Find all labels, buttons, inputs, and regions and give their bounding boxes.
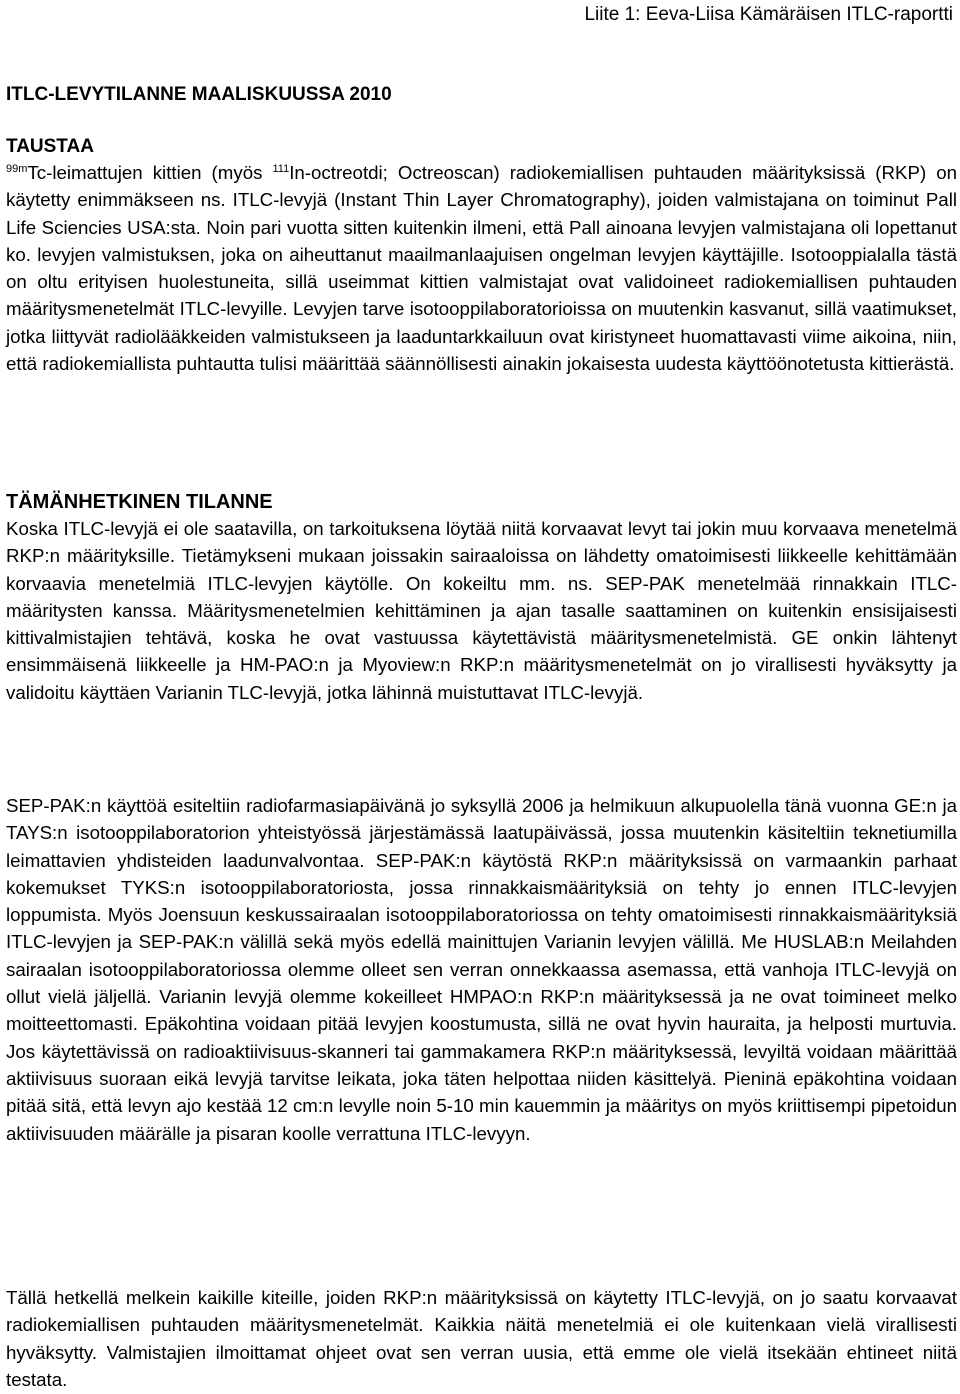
appendix-header: Liite 1: Eeva-Liisa Kämäräisen ITLC-raportti bbox=[584, 4, 953, 25]
section-heading-background: TAUSTAA bbox=[6, 136, 94, 157]
background-text-a: Tc-leimattujen kittien (myös bbox=[27, 162, 273, 183]
background-paragraph bbox=[6, 159, 957, 377]
background-text-b: In-octreotdi; Octreoscan) radiokemiallisen puhtauden määrityksissä (RKP) on käytetty enimmäkseen ns. ITLC-levyjä (Instant Thin Layer Chromatography), joiden valmistajana on toiminut Pall Life Sciencies USA:sta. Noin pari vuotta sitten kuitenkin ilmeni, että Pall ainoana levyjen valmistajana oli lopettanut ko. levyjen valmistuksen, joka on aiheuttanut maailmanlaajuisen ongelman levyjen käyttäjille. Isotooppialalla tästä on oltu erityisen huolestuneita, sillä useimmat kittien valmistajat ovat validoineet radiokemiallisen puhtauden määritysmenetelmät ITLC-levyille. Levyjen tarve isotooppilaboratorioissa on muutenkin kasvanut, sillä vaatimukset, jotka liittyvät radiolääkkeiden valmistukseen ja laaduntarkkailuun ovat kiristyneet huomattavasti viime aikoina, niin, että radiokemiallista puhtautta tulisi määrittää säännöllisesti ainakin jokaisesta uudesta käyttöönotetusta kittierästä. bbox=[6, 162, 957, 375]
section-background bbox=[6, 134, 957, 377]
section-summary bbox=[6, 1284, 957, 1393]
section-sep-pak bbox=[6, 792, 957, 1147]
section-current-situation bbox=[6, 490, 957, 706]
isotope-superscript-tc: 99m bbox=[6, 163, 28, 175]
current-paragraph-1: Koska ITLC-levyjä ei ole saatavilla, on tarkoituksena löytää niitä korvaavat levyt tai jokin muu korvaava menetelmä RKP:n määrityksille. Tietämykseni mukaan joissakin sairaaloissa on lähdetty omatoimisesti liikkeelle kehittämään korvaavia menetelmiä ITLC-levyjen käytölle. On kokeiltu mm. ns. SEP-PAK menetelmää rinnakkain ITLC-määritysten kanssa. Määritysmenetelmien kehittäminen ja ajan tasalle saattaminen on kuitenkin ensisijaisesti kittivalmistajien tehtävä, koska he ovat vastuussa käytettävistä määritysmenetelmistä. GE onkin lähtenyt ensimmäisenä liikkeelle ja HM-PAO:n ja Myoview:n RKP:n määritysmenetelmät on jo virallisesti hyväksytty ja validoitu käyttäen Varianin TLC-levyjä, jotka lähinnä muistuttavat ITLC-levyjä. bbox=[6, 518, 957, 703]
document-title: ITLC-LEVYTILANNE MAALISKUUSSA 2010 bbox=[6, 84, 392, 105]
section-heading-current-situation: TÄMÄNHETKINEN TILANNE bbox=[6, 491, 273, 513]
current-paragraph-2: SEP-PAK:n käyttöä esiteltiin radiofarmasiapäivänä jo syksyllä 2006 ja helmikuun alkupuolella tänä vuonna GE:n ja TAYS:n isotooppilaboratorion yhteistyössä järjestämässä laatupäivässä, jossa muutenkin käsiteltiin teknetiumilla leimattavien yhdisteiden laadunvalvontaa. SEP-PAK:n käytöstä RKP:n määrityksissä on varmaankin parhaat kokemukset TYKS:n isotooppilaboratoriosta, jossa rinnakkaismäärityksiä on tehty jo ennen ITLC-levyjen loppumista. Myös Joensuun keskussairaalan isotooppilaboratoriossa on tehty omatoimisesti rinnakkaismäärityksiä ITLC-levyjen ja SEP-PAK:n välillä sekä myös edellä mainittujen Varianin levyjen välillä. Me HUSLAB:n Meilahden sairaalan isotooppilaboratoriossa olemme olleet sen verran onnekkaassa asemassa, että vanhoja ITLC-levyjä on ollut vielä jäljellä. Varianin levyjä olemme kokeilleet HMPAO:n RKP:n määrityksessä ja ne ovat toimineet melko moitteettomasti. Epäkohtina voidaan pitää levyjen koostumusta, sillä ne ovat hyvin hauraita, ja helposti murtuvia. Jos käytettävissä on radioaktiivisuus-skanneri tai gammakamera RKP:n määrityksessä, levyiltä voidaan määrittää aktiivisuus suoraan eikä levyjä tarvitse leikata, joka täten helpottaa niiden käsittelyä. Pieninä epäkohtina voidaan pitää sitä, että levyn ajo kestää 12 cm:n levylle noin 5-10 min kauemmin ja määritys on myös kriittisempi pipetoidun aktiivisuuden määrälle ja pisaran koolle verrattuna ITLC-levyyn. bbox=[6, 795, 957, 1144]
isotope-superscript-in: 111 bbox=[272, 163, 290, 175]
current-paragraph-3: Tällä hetkellä melkein kaikille kiteille, joiden RKP:n määrityksissä on käytetty ITLC-levyjä, on jo saatu korvaavat radiokemiallisen puhtauden määritysmenetelmät. Kaikkia näitä menetelmiä ei ole kuitenkaan vielä virallisesti hyväksytty. Valmistajien ilmoittamat ohjeet ovat sen verran uusia, että emme ole vielä itsekään ehtineet niitä testata. bbox=[6, 1287, 957, 1390]
